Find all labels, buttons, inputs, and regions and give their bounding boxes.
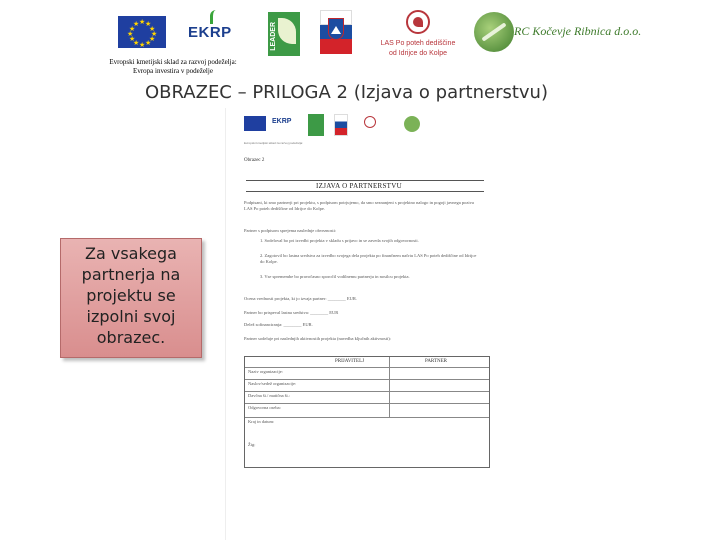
callout-line: obrazec. [96,328,166,347]
slide-title [145,82,548,103]
ekrp-logo-text: EKRP [188,24,232,41]
mini-eu-flag-logo [244,116,266,131]
eu-caption [98,58,248,76]
table-row [245,403,489,410]
mini-eu-caption: Evropski kmetijski sklad za razvoj podeželja: [244,141,304,145]
las-logo [372,10,464,60]
form-heading [246,180,484,192]
form-heading-text: IZJAVA O PARTNERSTVU [316,182,402,190]
mini-rc-logo [404,116,420,132]
leaf-icon [278,18,296,44]
callout-line: projektu se [86,286,176,305]
eu-caption-line1: Evropski kmetijski sklad za razvoj podeželja: [109,58,237,66]
table-row [245,417,489,424]
eu-caption-line2: Evropa investira v podeželje [133,67,213,75]
form-line-activities: Partner sodeluje pri naslednjih aktivnostih projekta (navedba ključnih aktivnosti): [244,336,391,341]
mini-ekrp-logo: EKRP [272,118,292,125]
form-obligation-item: 1. Sodeloval bo pri izvedbi projekta v skladu s prijavo in se zaveda svojih odgovornosti. [260,238,419,243]
slide-title-main: OBRAZEC – PRILOGA 2 [145,82,348,103]
partner-table [244,356,490,468]
table-row-label: Odgovorna oseba: [248,405,281,410]
form-obligation-item: 3. Vse spremembe bo pravočasno sporočil vodilnemu partnerju in nosilcu projekta. [260,274,410,279]
eu-flag-logo: ★ ★ ★ ★ ★ ★ ★ ★ ★ ★ ★ ★ [118,16,166,48]
form-intro: Podpisani, ki smo partnerji pri projektu, s podpisom potrjujemo, da smo seznanjeni s projektno nalogo in pogoji javnega poziva LAS Po poteh dediščine od Idrijce do Kolpe. [244,200,474,211]
leader-logo [268,12,300,56]
form-obligations-intro: Partner s podpisom sprejema naslednje obveznosti: [244,228,337,233]
las-logo-line2: od Idrijce do Kolpe [389,50,447,57]
table-row-label: Naslov/sedež organizacije: [248,381,297,386]
callout-line: izpolni svoj [86,307,176,326]
rc-logo-name: RC Kočevje Ribnica d.o.o. [514,24,642,38]
mini-las-logo [364,116,376,128]
table-row [245,379,489,386]
table-header-partner: PARTNER [425,359,448,364]
table-row [245,367,489,374]
table-row-label: Kraj in datum: [248,419,275,424]
callout-line: partnerja na [81,265,181,284]
slovenia-flag-logo [320,10,352,54]
form-obligation-item: 2. Zagotovil bo lastna sredstva za izvedbo svojega dela projekta po finančnem načrtu LAS Po poteh dediščine od Idrijce do Kolpe. [260,253,477,264]
las-logo-line1: LAS Po poteh dediščine [380,40,456,47]
rc-kocevje-ribnica-logo [474,12,654,58]
callout-line: Za vsakega [85,244,177,263]
table-row-label: Žig: [248,442,256,447]
las-emblem-icon [406,10,430,34]
rc-emblem-icon [474,12,514,52]
table-row [245,391,489,398]
mini-slovenia-flag-logo [334,114,348,136]
mini-leader-logo [308,114,324,136]
form-line-cofinancing: Delež sofinanciranja: ________ EUR. [244,322,313,327]
callout-box [60,238,202,358]
sprout-icon [210,10,220,24]
slide-title-sub: (Izjava o partnerstvu) [353,82,548,103]
form-number-label: Obrazec 2 [244,158,265,163]
form-line-project-value: Ocena vrednosti projekta, ki jo izvaja partner: ________ EUR. [244,296,357,301]
form-line-own-funds: Partner bo prispeval lastna sredstva: ________ EUR [244,310,339,315]
table-row-label: Naziv organizacije: [248,369,284,374]
leader-logo-text: LEADER [270,22,277,51]
table-header-applicant: PRIJAVITELJ [335,359,365,364]
table-row-label: Davčna št./ matična št.: [248,393,291,398]
ekrp-logo [188,10,242,48]
form-document-preview [226,108,490,540]
